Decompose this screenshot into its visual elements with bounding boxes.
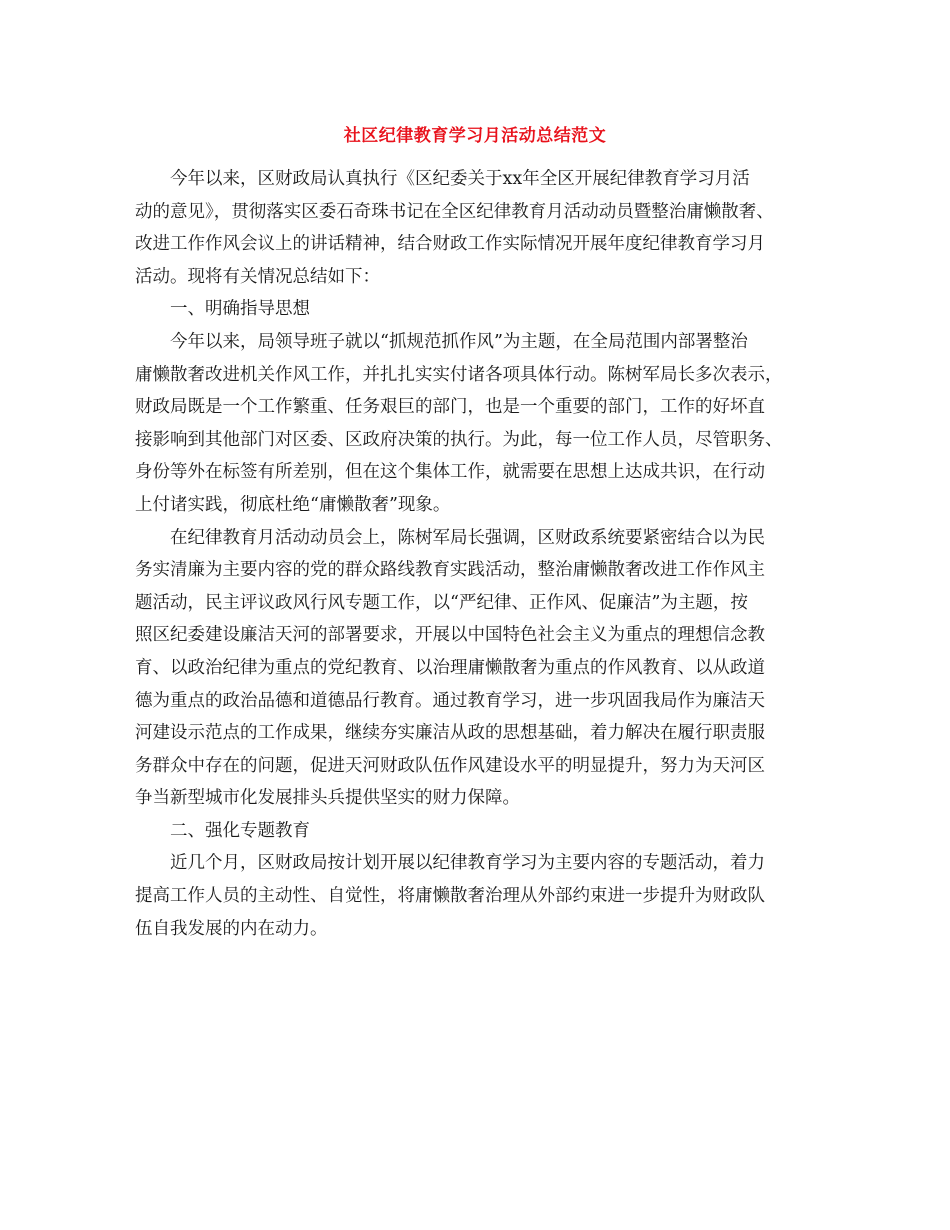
section-heading-2: 二、强化专题教育 [170,820,310,841]
text-line: 动的意见》，贯彻落实区委石奇珠书记在全区纪律教育月活动动员暨整治庸懒散奢、 [135,201,774,222]
document-title: 社区纪律教育学习月活动总结范文 [343,126,607,146]
text-line: 题活动，民主评议政风行风专题工作，以“严纪律、正作风、促廉洁”为主题，按 [135,592,748,613]
text-line: 今年以来，区财政局认真执行《区纪委关于xx年全区开展纪律教育学习月活 [170,169,750,189]
text-line: 改进工作作风会议上的讲话精神，结合财政工作实际情况开展年度纪律教育学习月 [135,234,765,255]
paragraph-mobilization-meeting [135,522,819,815]
text-line: 照区纪委建设廉洁天河的部署要求，开展以中国特色社会主义为重点的理想信念教 [135,625,765,646]
text-line: 近几个月，区财政局按计划开展以纪律教育学习为主要内容的专题活动，着力 [170,853,765,874]
section-heading-1: 一、明确指导思想 [170,299,310,320]
text-line: 在纪律教育月活动动员会上，陈树军局长强调，区财政系统要紧密结合以为民 [170,527,765,548]
text-line: 务实清廉为主要内容的党的群众路线教育实践活动，整治庸懒散奢改进工作作风主 [135,560,765,581]
paragraph-intro [135,163,819,293]
text-line: 争当新型城市化发展排头兵提供坚实的财力保障。 [135,788,520,809]
text-line: 活动。现将有关情况总结如下： [135,266,380,287]
text-line: 身份等外在标签有所差别，但在这个集体工作，就需要在思想上达成共识，在行动 [135,462,765,483]
text-line: 提高工作人员的主动性、自觉性，将庸懒散奢治理从外部约束进一步提升为财政队 [135,886,765,907]
text-line: 伍自我发展的内在动力。 [135,918,328,939]
text-line: 今年以来，局领导班子就以“抓规范抓作风”为主题，在全局范围内部署整治 [170,331,748,352]
text-line: 德为重点的政治品德和道德品行教育。通过教育学习，进一步巩固我局作为廉洁天 [135,690,765,711]
text-line: 庸懒散奢改进机关作风工作，并扎扎实实付诸各项具体行动。陈树军局长多次表示， [135,364,783,385]
text-line: 育、以政治纪律为重点的党纪教育、以治理庸懒散奢为重点的作风教育、以从政道 [135,657,765,678]
text-line: 上付诸实践，彻底杜绝“庸懒散奢”现象。 [135,494,451,515]
text-line: 财政局既是一个工作繁重、任务艰巨的部门，也是一个重要的部门，工作的好坏直 [135,397,765,418]
text-line: 河建设示范点的工作成果，继续夯实廉洁从政的思想基础，着力解决在履行职责服 [135,723,765,744]
paragraph-special-education [135,847,819,945]
text-line: 务群众中存在的问题，促进天河财政队伍作风建设水平的明显提升，努力为天河区 [135,755,765,776]
document-body [135,163,819,945]
paragraph-guiding-thought [135,326,819,522]
text-line: 接影响到其他部门对区委、区政府决策的执行。为此，每一位工作人员，尽管职务、 [135,429,783,450]
